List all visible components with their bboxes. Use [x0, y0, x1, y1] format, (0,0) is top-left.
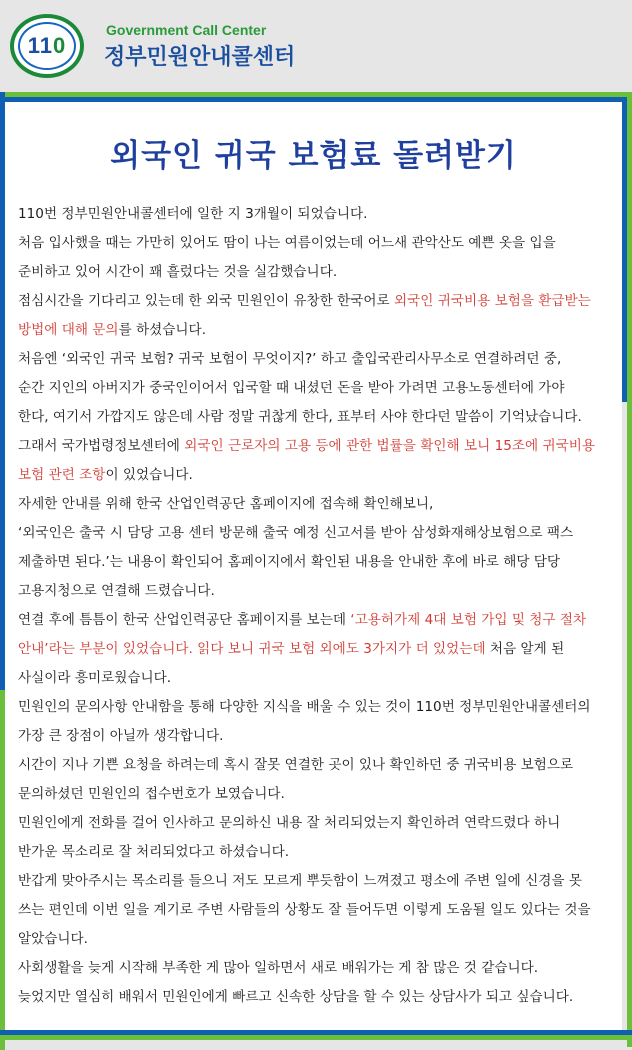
- body-text-segment: 처음 입사했을 때는 가만히 있어도 땀이 나는 여름이었는데 어느새 관악산도 예쁜 옷을 입을: [18, 235, 556, 251]
- body-text-segment: 110번 정부민원안내콜센터에 일한 지 3개월이 되었습니다.: [18, 206, 368, 222]
- body-text-segment: 사회생활을 늦게 시작해 부족한 게 많아 일하면서 새로 배워가는 게 참 많은 것 같습니다.: [18, 960, 539, 976]
- body-line: [18, 548, 618, 577]
- article-title: 외국인 귀국 보험료 돌려받기: [110, 138, 517, 174]
- body-line: [18, 316, 618, 345]
- body-line: [18, 432, 618, 461]
- body-text-segment: 순간 지인의 아버지가 중국인이어서 입국할 때 내셨던 돈을 받아 가려면 고용노동센터에 가야: [18, 380, 565, 396]
- call-center-logo[interactable]: [10, 14, 84, 78]
- body-text-segment: 반가운 목소리로 잘 처리되었다고 하셨습니다.: [18, 844, 290, 860]
- frame-right-green-bar: [627, 92, 632, 1047]
- body-text-segment: 이 있었습니다.: [105, 467, 193, 483]
- body-line: [18, 287, 618, 316]
- body-text-segment: 처음엔 ‘외국인 귀국 보험? 귀국 보험이 무엇이지?’ 하고 출입국관리사무소로 연결하려던 중,: [18, 351, 562, 367]
- body-line: [18, 896, 618, 925]
- highlighted-text: 외국인 귀국비용 보험을 환급받는: [394, 293, 591, 309]
- body-line: [18, 722, 618, 751]
- body-text-segment: 민원인에게 전화를 걸어 인사하고 문의하신 내용 잘 처리되었는지 확인하려 연락드렸다 하니: [18, 815, 561, 831]
- body-line: [18, 403, 618, 432]
- body-line: [18, 345, 618, 374]
- body-line: [18, 200, 618, 229]
- frame-right-blue-bar: [622, 102, 627, 402]
- body-line: [18, 925, 618, 954]
- body-text-segment: 연결 후에 틈틈이 한국 산업인력공단 홈페이지를 보는데: [18, 612, 351, 628]
- body-text-segment: 민원인의 문의사항 안내함을 통해 다양한 지식을 배울 수 있는 것이 110번 정부민원안내콜센터의: [18, 699, 591, 715]
- highlighted-text: 보험 관련 조항: [18, 467, 106, 483]
- body-text-segment: 가장 큰 장점이 아닐까 생각합니다.: [18, 728, 224, 744]
- body-text-segment: 문의하셨던 민원인의 접수번호가 보였습니다.: [18, 786, 285, 802]
- highlighted-text: ‘고용허가제 4대 보험 가입 및 청구 절차: [350, 612, 587, 628]
- body-text-segment: 한다, 여기서 가깝지도 않은데 사람 정말 귀찮게 한다, 표부터 사야 한다던 말씀이 기억났습니다.: [18, 409, 582, 425]
- body-text-segment: 점심시간을 기다리고 있는데 한 외국 민원인이 유창한 한국어로: [18, 293, 394, 309]
- body-line: [18, 519, 618, 548]
- body-text-segment: 처음 알게 된: [485, 641, 565, 657]
- body-line: [18, 461, 618, 490]
- body-text-segment: 자세한 안내를 위해 한국 산업인력공단 홈페이지에 접속해 확인해보니,: [18, 496, 434, 512]
- body-text-segment: 를 하셨습니다.: [118, 322, 207, 338]
- body-line: [18, 780, 618, 809]
- body-text-segment: 반갑게 맞아주시는 목소리를 들으니 저도 모르게 뿌듯함이 느껴졌고 평소에 주변 일에 신경을 못: [18, 873, 582, 889]
- highlighted-text: 안내’라는 부분이 있었습니다. 읽다 보니 귀국 보험 외에도 3가지가 더 있었는데: [18, 641, 486, 657]
- body-line: [18, 751, 618, 780]
- body-line: [18, 374, 618, 403]
- body-line: [18, 809, 618, 838]
- body-text-segment: 쓰는 편인데 이번 일을 계기로 주변 사람들의 상황도 잘 들어두면 이렇게 도움될 일도 있다는 것을: [18, 902, 591, 918]
- center-name-english: Government Call Center: [106, 22, 267, 38]
- body-line: [18, 229, 618, 258]
- body-text-segment: 알았습니다.: [18, 931, 88, 947]
- site-header: [0, 0, 632, 92]
- body-line: [18, 983, 618, 1012]
- body-text-segment: 늦었지만 열심히 배워서 민원인에게 빠르고 신속한 상담을 할 수 있는 상담사가 되고 싶습니다.: [18, 989, 574, 1005]
- body-text-segment: 시간이 지나 기쁜 요청을 하려는데 혹시 잘못 연결한 곳이 있나 확인하던 중 귀국비용 보험으로: [18, 757, 574, 773]
- body-line: [18, 664, 618, 693]
- highlighted-text: 외국인 근로자의 고용 등에 관한 법률을 확인해 보니 15조에 귀국비용: [184, 438, 595, 454]
- body-line: [18, 258, 618, 287]
- article-body: [18, 200, 618, 1012]
- logo-110-text: 11 0: [27, 33, 67, 58]
- body-text-segment: 제출하면 된다.’는 내용이 확인되어 홈페이지에서 확인된 내용을 안내한 후에 바로 해당 담당: [18, 554, 561, 570]
- body-line: [18, 490, 618, 519]
- body-line: [18, 635, 618, 664]
- center-name-korean: 정부민원안내콜센터: [104, 45, 296, 70]
- body-line: [18, 606, 618, 635]
- highlighted-text: 방법에 대해 문의: [18, 322, 119, 338]
- frame-bottom-green-bar: [0, 1035, 632, 1040]
- body-text-segment: 사실이라 흥미로웠습니다.: [18, 670, 172, 686]
- body-text-segment: 그래서 국가법령정보센터에: [18, 438, 185, 454]
- body-line: [18, 867, 618, 896]
- body-text-segment: 고용지청으로 연결해 드렸습니다.: [18, 583, 215, 599]
- body-line: [18, 693, 618, 722]
- body-line: [18, 954, 618, 983]
- body-text-segment: ‘외국인은 출국 시 담당 고용 센터 방문해 출국 예정 신고서를 받아 삼성화재해상보험으로 팩스: [18, 525, 574, 541]
- body-line: [18, 838, 618, 867]
- body-line: [18, 577, 618, 606]
- article-panel: [5, 102, 622, 1030]
- body-text-segment: 준비하고 있어 시간이 꽤 흘렀다는 것을 실감했습니다.: [18, 264, 338, 280]
